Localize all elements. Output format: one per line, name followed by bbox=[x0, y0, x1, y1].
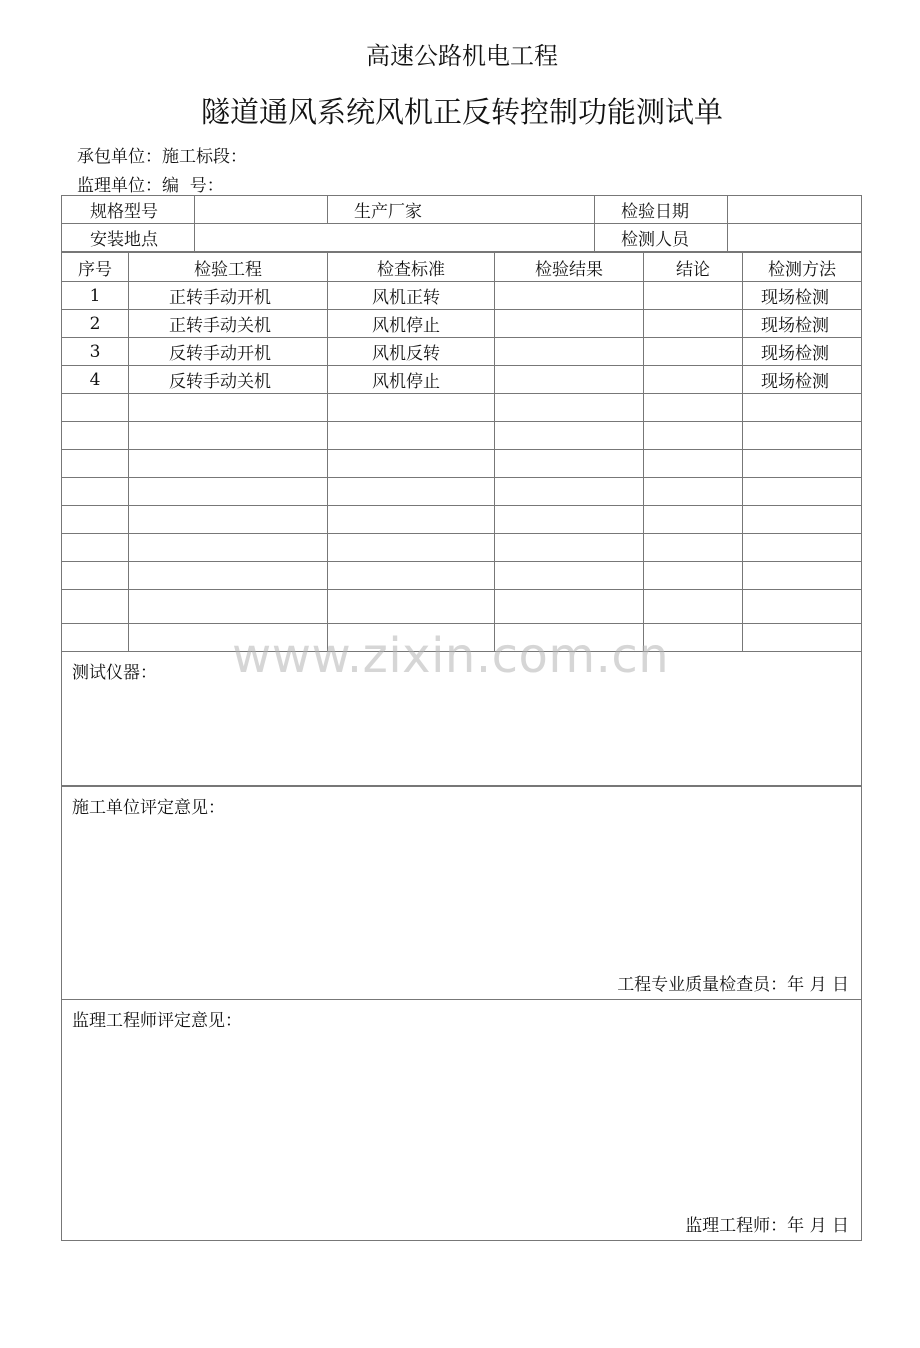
supervisor-line: 监理单位：编 号： bbox=[77, 176, 224, 196]
table-row bbox=[62, 590, 862, 624]
cell-result[interactable] bbox=[495, 450, 644, 478]
cell-conclusion[interactable] bbox=[644, 282, 743, 310]
cell-result[interactable] bbox=[495, 590, 644, 624]
location-label: 安装地点 bbox=[62, 224, 195, 252]
cell-conclusion[interactable] bbox=[644, 534, 743, 562]
cell-seq bbox=[62, 534, 129, 562]
cell-conclusion[interactable] bbox=[644, 478, 743, 506]
cell-method: 现场检测 bbox=[743, 366, 862, 394]
cell-seq bbox=[62, 562, 129, 590]
cell-item: 反转手动关机 bbox=[129, 366, 328, 394]
table-row bbox=[62, 282, 862, 310]
cell-seq bbox=[62, 450, 129, 478]
spec-label: 规格型号 bbox=[62, 196, 195, 224]
column-header-standard: 检查标准 bbox=[328, 253, 495, 282]
cell-item bbox=[129, 562, 328, 590]
cell-result[interactable] bbox=[495, 282, 644, 310]
date-value[interactable] bbox=[728, 196, 862, 224]
cell-seq: 1 bbox=[62, 282, 129, 310]
supervisor-opinion-label: 监理工程师评定意见： bbox=[72, 1011, 242, 1031]
cell-method bbox=[743, 590, 862, 624]
inspector-label: 检测人员 bbox=[595, 224, 728, 252]
cell-method bbox=[743, 478, 862, 506]
cell-seq bbox=[62, 590, 129, 624]
column-header-conclusion: 结论 bbox=[644, 253, 743, 282]
table-row bbox=[62, 478, 862, 506]
cell-item bbox=[129, 422, 328, 450]
cell-result[interactable] bbox=[495, 310, 644, 338]
cell-standard bbox=[328, 506, 495, 534]
table-header-row bbox=[62, 253, 862, 282]
cell-item: 反转手动开机 bbox=[129, 338, 328, 366]
cell-item: 正转手动关机 bbox=[129, 310, 328, 338]
table-row bbox=[62, 506, 862, 534]
location-value[interactable] bbox=[195, 224, 595, 252]
supervisor-signature-line: 监理工程师：年 月 日 bbox=[685, 1216, 849, 1236]
cell-method bbox=[743, 506, 862, 534]
supervisor-opinion-section[interactable] bbox=[61, 999, 862, 1241]
cell-item: 正转手动开机 bbox=[129, 282, 328, 310]
cell-seq bbox=[62, 394, 129, 422]
cell-seq: 2 bbox=[62, 310, 129, 338]
cell-standard bbox=[328, 590, 495, 624]
cell-conclusion[interactable] bbox=[644, 506, 743, 534]
cell-conclusion[interactable] bbox=[644, 394, 743, 422]
form-title: 隧道通风系统风机正反转控制功能测试单 bbox=[200, 95, 723, 129]
maker-cell[interactable]: 生产厂家 bbox=[328, 196, 595, 224]
table-row bbox=[62, 450, 862, 478]
table-row bbox=[62, 338, 862, 366]
cell-conclusion[interactable] bbox=[644, 366, 743, 394]
inspector-value[interactable] bbox=[728, 224, 862, 252]
cell-standard bbox=[328, 562, 495, 590]
cell-item bbox=[129, 450, 328, 478]
header-table bbox=[61, 195, 862, 252]
cell-standard: 风机反转 bbox=[328, 338, 495, 366]
cell-conclusion[interactable] bbox=[644, 310, 743, 338]
cell-standard bbox=[328, 478, 495, 506]
inspection-table bbox=[61, 252, 862, 652]
cell-result[interactable] bbox=[495, 534, 644, 562]
column-header-item: 检验工程 bbox=[129, 253, 328, 282]
cell-item bbox=[129, 534, 328, 562]
table-row bbox=[62, 534, 862, 562]
cell-method bbox=[743, 562, 862, 590]
cell-result[interactable] bbox=[495, 338, 644, 366]
cell-method bbox=[743, 534, 862, 562]
cell-conclusion[interactable] bbox=[644, 450, 743, 478]
cell-method bbox=[743, 394, 862, 422]
cell-conclusion[interactable] bbox=[644, 590, 743, 624]
cell-method: 现场检测 bbox=[743, 310, 862, 338]
cell-standard bbox=[328, 422, 495, 450]
cell-seq bbox=[62, 478, 129, 506]
cell-seq bbox=[62, 506, 129, 534]
cell-seq: 3 bbox=[62, 338, 129, 366]
cell-method bbox=[743, 422, 862, 450]
column-header-result: 检验结果 bbox=[495, 253, 644, 282]
cell-standard: 风机停止 bbox=[328, 310, 495, 338]
watermark: www.zixin.com.cn bbox=[232, 628, 670, 684]
cell-item bbox=[129, 478, 328, 506]
table-row bbox=[62, 310, 862, 338]
table-row bbox=[62, 366, 862, 394]
cell-result[interactable] bbox=[495, 506, 644, 534]
cell-result[interactable] bbox=[495, 394, 644, 422]
contractor-line: 承包单位：施工标段： bbox=[77, 147, 247, 167]
table-row bbox=[62, 562, 862, 590]
contractor-opinion-section[interactable] bbox=[61, 786, 862, 1000]
table-row bbox=[62, 394, 862, 422]
contractor-opinion-label: 施工单位评定意见： bbox=[72, 798, 225, 818]
cell-seq bbox=[62, 624, 129, 652]
spec-value[interactable] bbox=[195, 196, 328, 224]
cell-result[interactable] bbox=[495, 478, 644, 506]
cell-seq bbox=[62, 422, 129, 450]
date-label: 检验日期 bbox=[595, 196, 728, 224]
contractor-signature-line: 工程专业质量检查员：年 月 日 bbox=[617, 975, 849, 995]
column-header-seq: 序号 bbox=[62, 253, 129, 282]
cell-method bbox=[743, 450, 862, 478]
cell-seq: 4 bbox=[62, 366, 129, 394]
cell-method bbox=[743, 624, 862, 652]
cell-conclusion[interactable] bbox=[644, 422, 743, 450]
cell-result[interactable] bbox=[495, 562, 644, 590]
cell-standard: 风机正转 bbox=[328, 282, 495, 310]
cell-result[interactable] bbox=[495, 422, 644, 450]
cell-standard: 风机停止 bbox=[328, 366, 495, 394]
cell-result[interactable] bbox=[495, 366, 644, 394]
cell-method: 现场检测 bbox=[743, 338, 862, 366]
cell-conclusion[interactable] bbox=[644, 338, 743, 366]
instruments-label: 测试仪器： bbox=[72, 663, 157, 683]
cell-item bbox=[129, 506, 328, 534]
cell-method: 现场检测 bbox=[743, 282, 862, 310]
cell-standard bbox=[328, 534, 495, 562]
cell-conclusion[interactable] bbox=[644, 562, 743, 590]
cell-item bbox=[129, 590, 328, 624]
cell-standard bbox=[328, 394, 495, 422]
table-row bbox=[62, 422, 862, 450]
doc-title: 高速公路机电工程 bbox=[366, 42, 558, 70]
cell-item bbox=[129, 394, 328, 422]
cell-standard bbox=[328, 450, 495, 478]
column-header-method: 检测方法 bbox=[743, 253, 862, 282]
